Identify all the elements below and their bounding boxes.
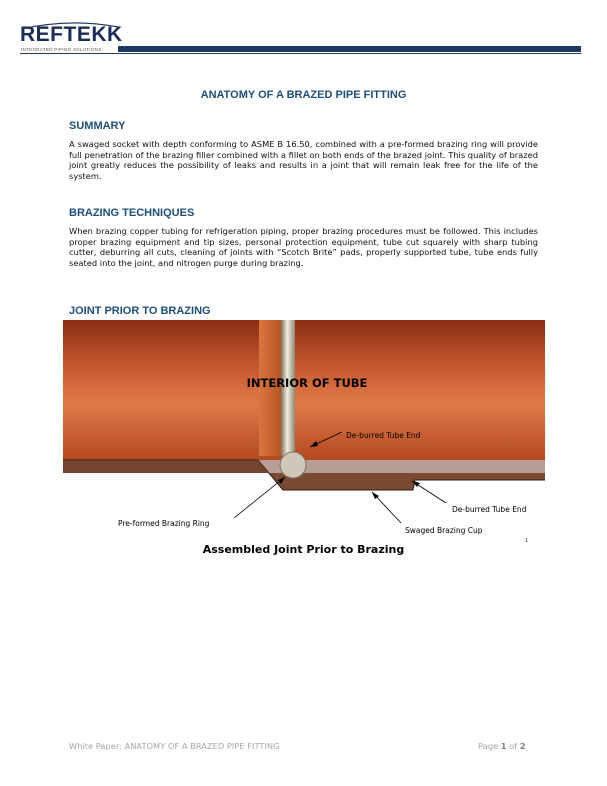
- header-bar: [118, 46, 581, 52]
- interior-of-tube-label: INTERIOR OF TUBE: [246, 376, 368, 390]
- footer-of-word: of: [509, 741, 518, 751]
- footer-page-number: [478, 741, 526, 751]
- brazing-ring-section: [280, 452, 306, 478]
- brazing-ring-label: Pre-formed Brazing Ring: [118, 519, 210, 528]
- figure-caption: Assembled Joint Prior to Brazing: [202, 543, 405, 556]
- logo-tagline: INTEGRATED PIPING SOLUTIONS: [21, 47, 102, 52]
- summary-heading: SUMMARY: [69, 120, 126, 132]
- brazing-techniques-paragraph: When brazing copper tubing for refrigeration piping, proper brazing procedures must be followed. This includes proper brazing equipment and tip sizes, personal protection equipment, tube cut squarely with sharp tubing cutter, deburring all cuts, cleaning of joints with “Scotch Brite” pads, properly supported tube, tube ends fully seated into the joint, and nitrogen purge during brazing.: [69, 226, 538, 268]
- footer-total-pages: 2: [519, 741, 526, 751]
- footer-page-word: Page: [478, 741, 499, 751]
- brazing-techniques-heading: BRAZING TECHNIQUES: [69, 207, 195, 219]
- footer-current-page: 1: [500, 741, 507, 751]
- summary-paragraph: A swaged socket with depth conforming to ASME B 16.50, combined with a pre-formed brazing ring will provide full penetration of the brazing filler combined with a fillet on both ends of the brazed joint. This quality of brazed joint greatly reduces the possibility of leaks and results in a joint that will remain leak free for the life of the system.: [69, 139, 538, 181]
- brazing-ring-arrow: [234, 477, 285, 518]
- deburred-tube-end-label-top: De-burred Tube End: [346, 431, 421, 440]
- document-title: ANATOMY OF A BRAZED PIPE FITTING: [200, 89, 407, 101]
- footer-document-title: White Paper: ANATOMY OF A BRAZED PIPE FITTING: [69, 741, 280, 751]
- joint-diagram: [63, 320, 553, 545]
- image-footnote: 1: [525, 538, 529, 544]
- copper-tube-interior: [63, 320, 545, 460]
- joint-prior-heading: JOINT PRIOR TO BRAZING: [69, 305, 211, 317]
- header-rule: [20, 53, 581, 54]
- logo-name: REFTEKK: [20, 23, 123, 46]
- swaged-cup-label: Swaged Brazing Cup: [405, 526, 483, 535]
- deburred-tube-end-label-right: De-burred Tube End: [452, 505, 527, 514]
